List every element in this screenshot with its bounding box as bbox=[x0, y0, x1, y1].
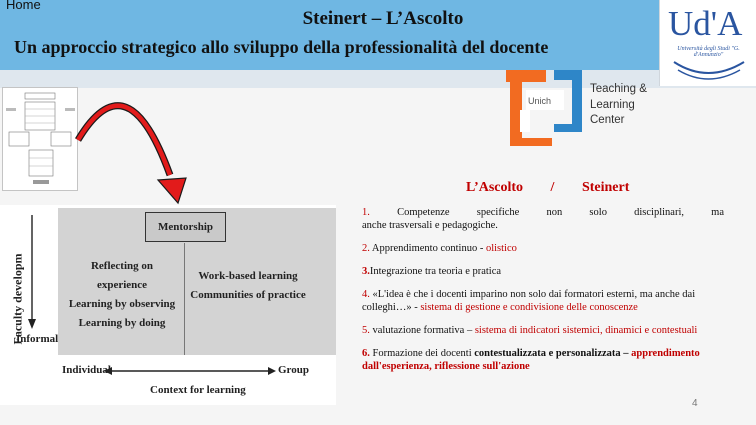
right-quadrant-item: Work-based learning bbox=[198, 270, 298, 282]
item-bold: contestualizzata e personalizzata bbox=[474, 348, 621, 359]
tlc-line-3: Center bbox=[590, 114, 625, 126]
item-highlight: sistema di indicatori sistemici, dinamici e contestuali bbox=[474, 325, 698, 336]
list-item bbox=[362, 288, 724, 314]
item-dash: – bbox=[620, 348, 632, 359]
item-text: «L'idea è che i docenti imparino non solo dai formatori esterni, ma anche dai colleghi…» - bbox=[362, 289, 696, 313]
heading-left: L’Ascolto bbox=[466, 180, 524, 195]
item-number: 1. bbox=[362, 207, 370, 218]
item-number: 4. bbox=[362, 289, 370, 300]
item-text: valutazione formativa – bbox=[372, 325, 475, 336]
y-axis-label: Faculty developm bbox=[10, 253, 25, 345]
item-text: Competenze specifiche non solo disciplinari, ma bbox=[397, 207, 725, 218]
uda-logo-text: Ud'A bbox=[668, 4, 743, 43]
x-axis-left-label: Individual bbox=[62, 364, 111, 376]
slide-subtitle: Un approccio strategico allo sviluppo della professionalità del docente bbox=[14, 37, 549, 57]
list-item bbox=[362, 347, 724, 373]
x-axis-title: Context for learning bbox=[150, 384, 246, 396]
x-axis-right-label: Group bbox=[278, 364, 309, 376]
item-number: 6. bbox=[362, 348, 370, 359]
left-quadrant-item: Learning by observing bbox=[68, 298, 176, 310]
item-highlight: sistema di gestione e condivisione delle conoscenze bbox=[420, 302, 638, 313]
slide-title: Steinert – L’Ascolto bbox=[302, 8, 464, 29]
left-quadrant bbox=[66, 257, 178, 333]
item-highlight: apprendimento dall'esperienza, riflessione sull'azione bbox=[362, 348, 700, 372]
item-text: Apprendimento continuo - bbox=[371, 243, 486, 254]
content-list bbox=[362, 206, 724, 383]
list-item bbox=[362, 265, 724, 278]
y-axis-low-label: Informal bbox=[16, 333, 59, 345]
home-link[interactable]: Home bbox=[6, 0, 41, 12]
left-quadrant-item: Reflecting on experience bbox=[90, 260, 153, 291]
item-text: Formazione dei docenti bbox=[372, 348, 475, 359]
right-quadrant-item: Communities of practice bbox=[190, 289, 306, 301]
red-arrow bbox=[0, 0, 220, 210]
heading-separator: / bbox=[550, 180, 555, 195]
list-item bbox=[362, 324, 724, 337]
heading-right: Steinert bbox=[581, 180, 630, 195]
item-number: 2. bbox=[362, 243, 370, 254]
list-item bbox=[362, 242, 724, 255]
uda-logo-subtext: Università degli Studi "G. d'Annunzio" bbox=[677, 46, 740, 58]
item-number: 5. bbox=[362, 325, 370, 336]
item-text: Integrazione tra teoria e pratica bbox=[369, 266, 502, 277]
item-highlight: olistico bbox=[485, 243, 517, 254]
tlc-line-2: Learning bbox=[590, 98, 635, 111]
page-number: 4 bbox=[692, 398, 698, 409]
uda-logo-arcs bbox=[660, 0, 756, 86]
mentorship-box: Mentorship bbox=[145, 212, 226, 242]
unich-logo-text: Unich bbox=[528, 96, 552, 106]
list-item bbox=[362, 206, 724, 232]
tlc-line-1: Teaching & bbox=[590, 83, 647, 95]
uda-logo bbox=[659, 0, 756, 86]
faculty-development-diagram bbox=[0, 205, 336, 405]
content-heading bbox=[466, 180, 629, 196]
right-quadrant bbox=[188, 267, 308, 305]
left-quadrant-item: Learning by doing bbox=[78, 317, 166, 329]
item-number: 3. bbox=[362, 266, 370, 277]
item-text-continued: anche trasversali e pedagogiche. bbox=[362, 220, 498, 231]
teaching-learning-center bbox=[590, 82, 647, 129]
